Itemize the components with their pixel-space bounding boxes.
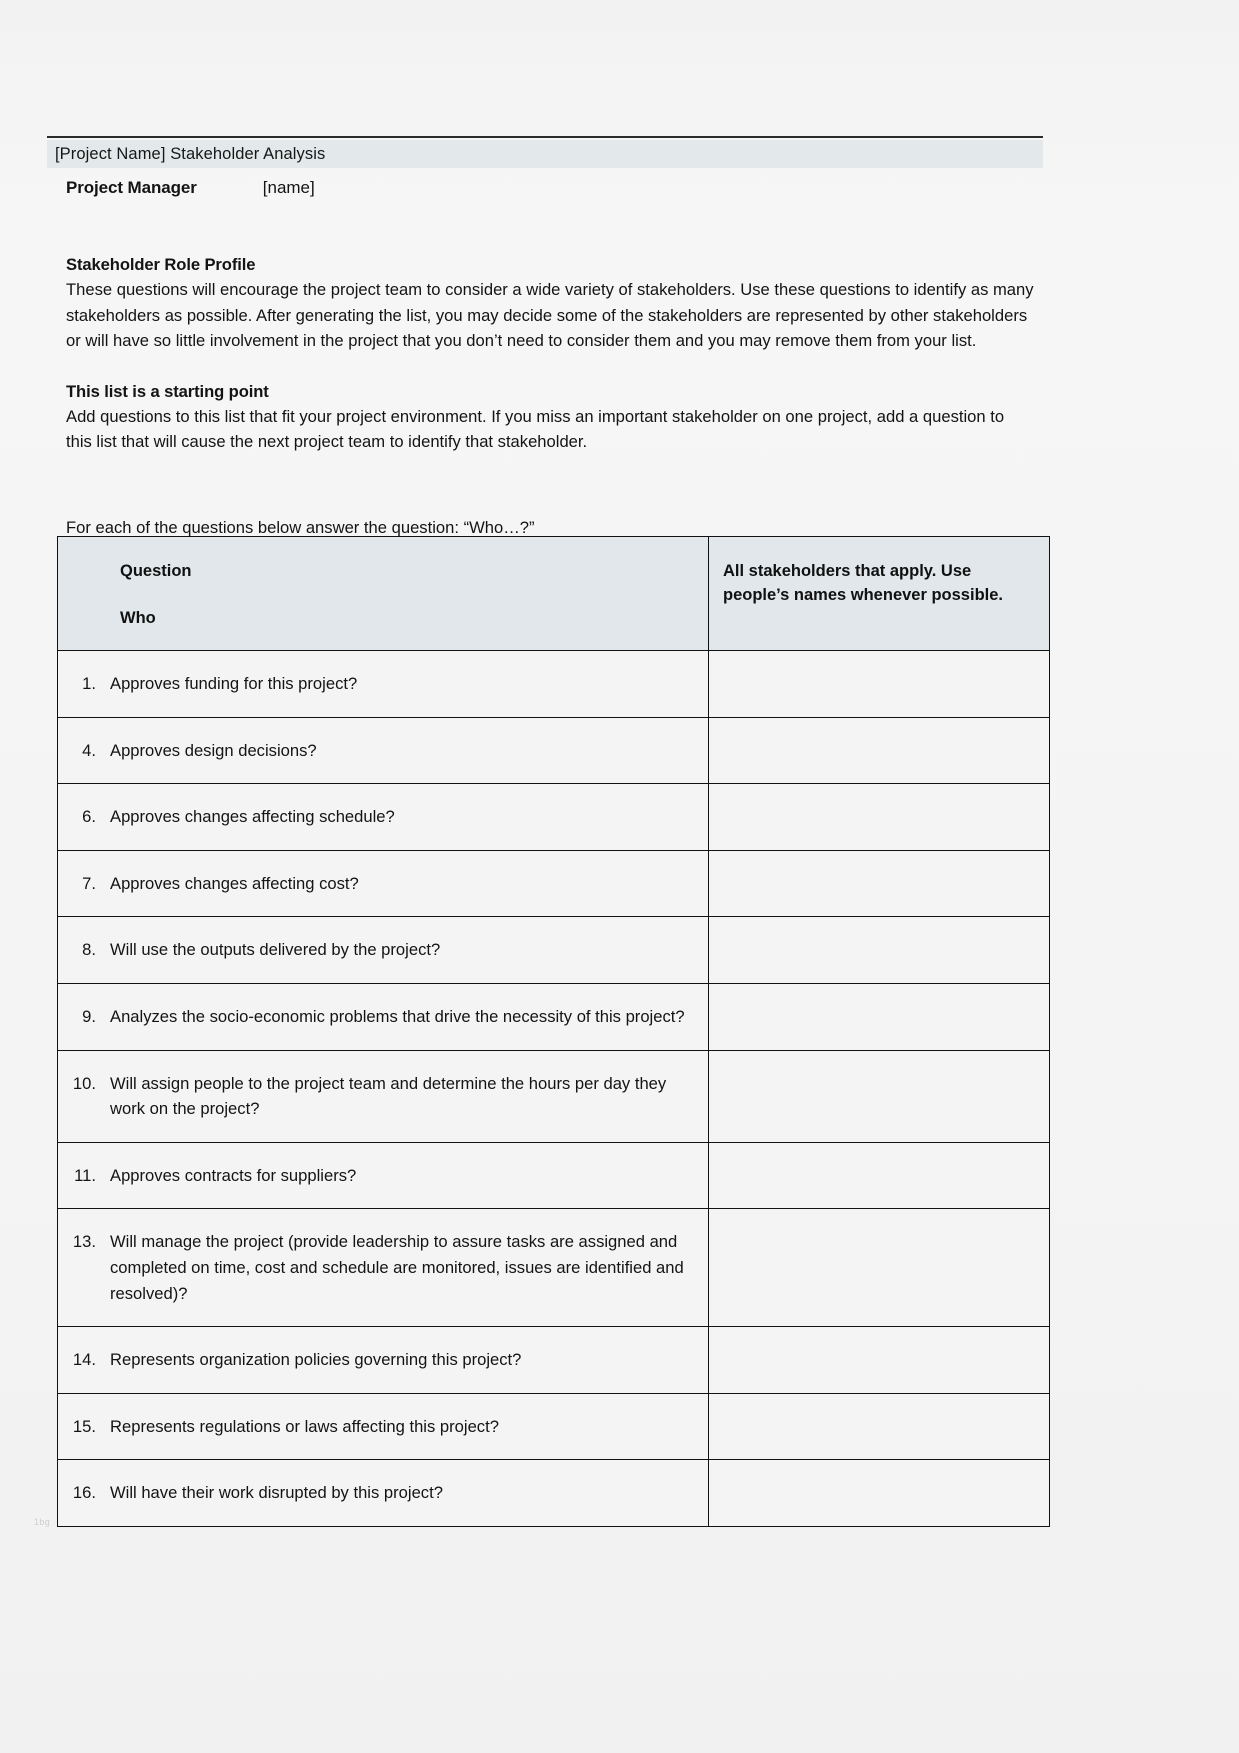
question-cell [58, 983, 709, 1050]
question-cell [58, 1327, 709, 1394]
question-number: 8. [82, 940, 96, 960]
table-row [58, 784, 1050, 851]
stakeholder-answer-cell[interactable] [709, 717, 1050, 784]
question-cell-inner [58, 1071, 694, 1122]
question-cell [58, 850, 709, 917]
intro-paragraph-gap [66, 354, 1034, 379]
question-cell-inner [58, 1347, 694, 1373]
stakeholder-answer-cell[interactable] [709, 1460, 1050, 1527]
question-text: Will use the outputs delivered by the project? [110, 940, 441, 960]
table-row [58, 1460, 1050, 1527]
table-body [58, 651, 1050, 1527]
stakeholder-question-table [57, 536, 1050, 1527]
question-text: Will manage the project (provide leadership to assure tasks are assigned and completed on time, cost and schedule are monitored, issues are identified and resolved)? [110, 1232, 684, 1303]
question-cell-inner [58, 1414, 694, 1440]
question-cell [58, 1460, 709, 1527]
project-manager-label: Project Manager [66, 178, 197, 197]
question-cell-inner [58, 1163, 694, 1189]
question-cell [58, 717, 709, 784]
page-title: [Project Name] Stakeholder Analysis [55, 144, 326, 163]
stakeholder-answer-cell[interactable] [709, 1050, 1050, 1142]
question-number: 6. [82, 807, 96, 827]
stakeholder-answer-cell[interactable] [709, 850, 1050, 917]
table-header [58, 537, 1050, 651]
column-header-who-label: Who [120, 609, 156, 627]
question-cell [58, 1209, 709, 1327]
question-cell [58, 1142, 709, 1209]
stakeholder-answer-cell[interactable] [709, 917, 1050, 984]
question-number: 7. [82, 873, 96, 893]
project-manager-row [66, 178, 315, 198]
stakeholder-answer-cell[interactable] [709, 1209, 1050, 1327]
question-text: Represents organization policies governing this project? [110, 1350, 522, 1370]
footer-scan-mark: 1bg [34, 1517, 51, 1527]
question-number: 11. [74, 1165, 96, 1185]
question-cell-inner [58, 804, 694, 830]
column-header-question-label: Question [120, 562, 192, 580]
table-row [58, 1209, 1050, 1327]
stakeholder-answer-cell[interactable] [709, 1142, 1050, 1209]
question-number: 13. [72, 1232, 96, 1252]
table-row [58, 850, 1050, 917]
starting-point-body: Add questions to this list that fit your project environment. If you miss an important stakeholder on one project, add a question to this list that will cause the next project team to identify that stakeholder. [66, 407, 1005, 452]
question-text: Approves design decisions? [110, 740, 317, 760]
stakeholder-answer-cell[interactable] [709, 651, 1050, 718]
question-text: Approves changes affecting schedule? [110, 807, 395, 827]
question-number: 10. [72, 1073, 96, 1093]
question-number: 15. [72, 1416, 96, 1436]
column-header-stakeholders-line2: people’s names whenever possible. [723, 586, 1003, 604]
table-row [58, 717, 1050, 784]
question-cell [58, 784, 709, 851]
question-cell [58, 651, 709, 718]
table-row [58, 1142, 1050, 1209]
intro-section [66, 252, 1034, 455]
question-number: 4. [82, 740, 96, 760]
question-cell-inner [58, 1480, 694, 1506]
table-row [58, 917, 1050, 984]
question-text: Approves funding for this project? [110, 674, 358, 693]
table-row [58, 1327, 1050, 1394]
question-text: Approves contracts for suppliers? [110, 1165, 357, 1185]
header-top-rule [47, 136, 1043, 138]
table-header-row [58, 537, 1050, 651]
question-cell [58, 1050, 709, 1142]
question-text: Represents regulations or laws affecting this project? [110, 1416, 499, 1436]
question-text: Will assign people to the project team and determine the hours per day they work on the project? [110, 1073, 667, 1119]
question-cell [58, 1393, 709, 1460]
project-manager-value: [name] [262, 178, 315, 197]
question-text: Approves changes affecting cost? [110, 873, 359, 893]
question-number: 16. [72, 1483, 96, 1503]
question-cell-inner [58, 1229, 694, 1306]
question-cell-inner [58, 937, 694, 963]
question-cell [58, 917, 709, 984]
stakeholder-answer-cell[interactable] [709, 983, 1050, 1050]
stakeholder-answer-cell[interactable] [709, 1393, 1050, 1460]
question-text: Analyzes the socio-economic problems that drive the necessity of this project? [110, 1006, 685, 1026]
column-header-stakeholders-line1: All stakeholders that apply. Use [723, 562, 972, 580]
question-cell-inner [58, 738, 694, 764]
table-row [58, 651, 1050, 718]
column-header-spacer [120, 583, 694, 606]
starting-point-heading: This list is a starting point [66, 381, 269, 401]
table-row [58, 1393, 1050, 1460]
column-header-stakeholders [709, 537, 1050, 651]
document-title-banner [47, 140, 1043, 168]
table-instruction: For each of the questions below answer the question: “Who…?” [66, 518, 535, 537]
question-cell-inner [58, 671, 694, 697]
table-row [58, 983, 1050, 1050]
stakeholder-role-profile-heading: Stakeholder Role Profile [66, 255, 256, 274]
question-number: 14. [72, 1350, 96, 1370]
question-number: 1. [82, 674, 96, 693]
stakeholder-answer-cell[interactable] [709, 784, 1050, 851]
stakeholder-role-profile-body: These questions will encourage the project team to consider a wide variety of stakeholders. Use these questions to identify as many stakeholders as possible. After generating the list, you may decide some of the stakeholders are represented by other stakeholders or will have so little involvement in the project that you don’t need to consider them and you may remove them from your list. [66, 280, 1034, 351]
question-cell-inner [58, 871, 694, 897]
question-number: 9. [82, 1006, 96, 1026]
column-header-question [58, 537, 709, 651]
question-cell-inner [58, 1004, 694, 1030]
table-row [58, 1050, 1050, 1142]
question-text: Will have their work disrupted by this project? [110, 1483, 443, 1503]
stakeholder-answer-cell[interactable] [709, 1327, 1050, 1394]
